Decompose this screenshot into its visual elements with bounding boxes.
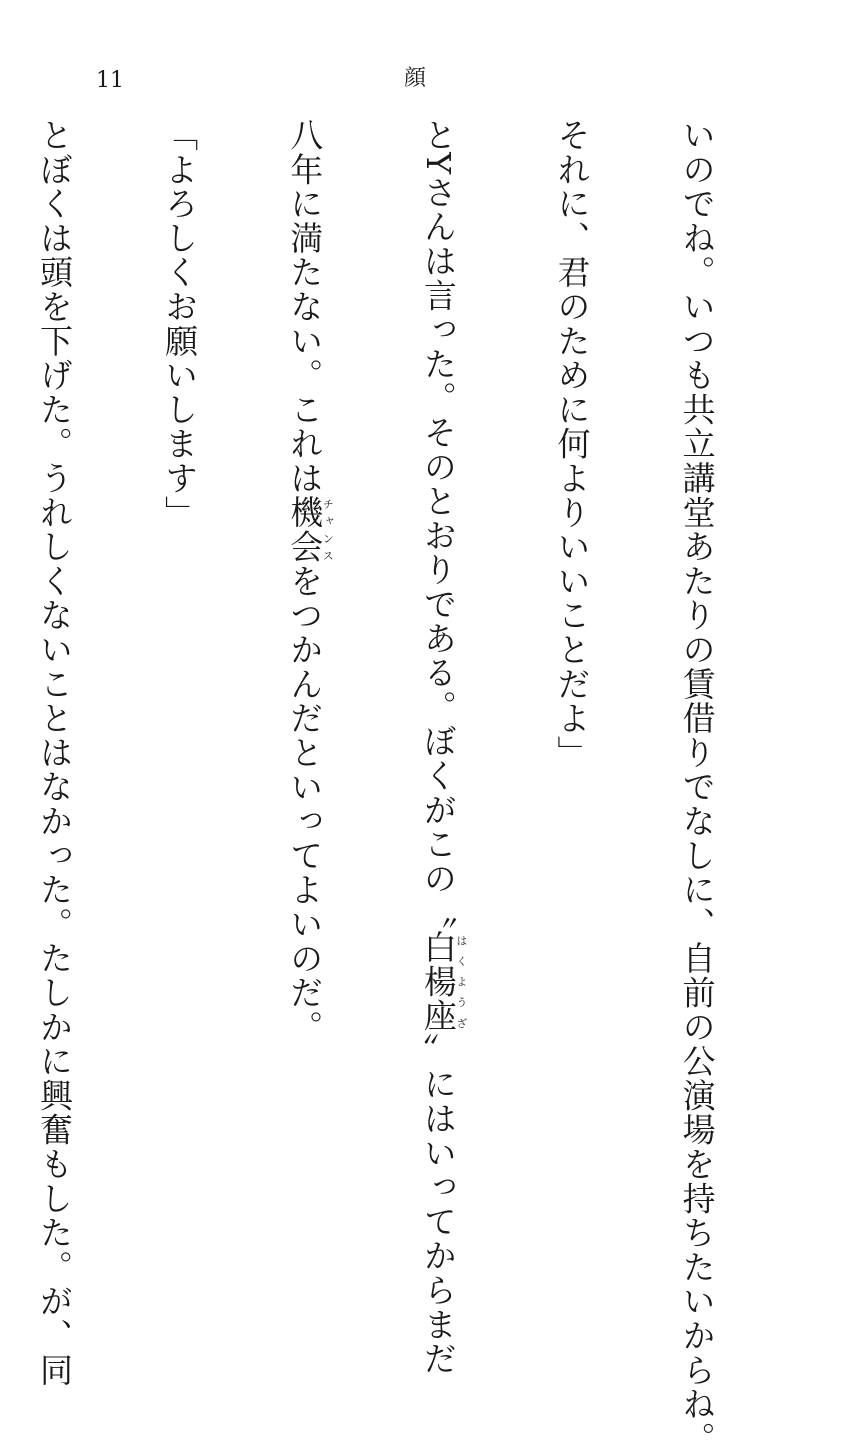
ruby-hakuyouza: 白楊座はくようざ (418, 930, 468, 1033)
text-line-6: とぼくは頭を下げた。うれしくないことはなかった。たしかに興奮もした。が、同 (35, 118, 75, 1388)
ruby-chance: 機会チャンス (285, 495, 335, 564)
running-title: 顔 (404, 66, 427, 91)
page-number: 11 (96, 68, 124, 93)
body-text (0, 118, 801, 1456)
text-line-1: いのでね。いつも共立講堂あたりの賃借りでなしに、自前の公演場を持ちたいからね。 (677, 118, 717, 1456)
text-line-4: 八年に満たない。これは機会チャンスをつかんだといってよいのだ。 (285, 118, 335, 1045)
text-line-2: それに、君のために何よりいいことだよ」 (552, 118, 592, 770)
text-line-5: 「よろしくお願いします」 (160, 118, 200, 530)
text-line-3: とYさんは言った。そのとおりである。ぼくがこの〝白楊座はくようざ〟にはいってからまだ (418, 118, 468, 1376)
